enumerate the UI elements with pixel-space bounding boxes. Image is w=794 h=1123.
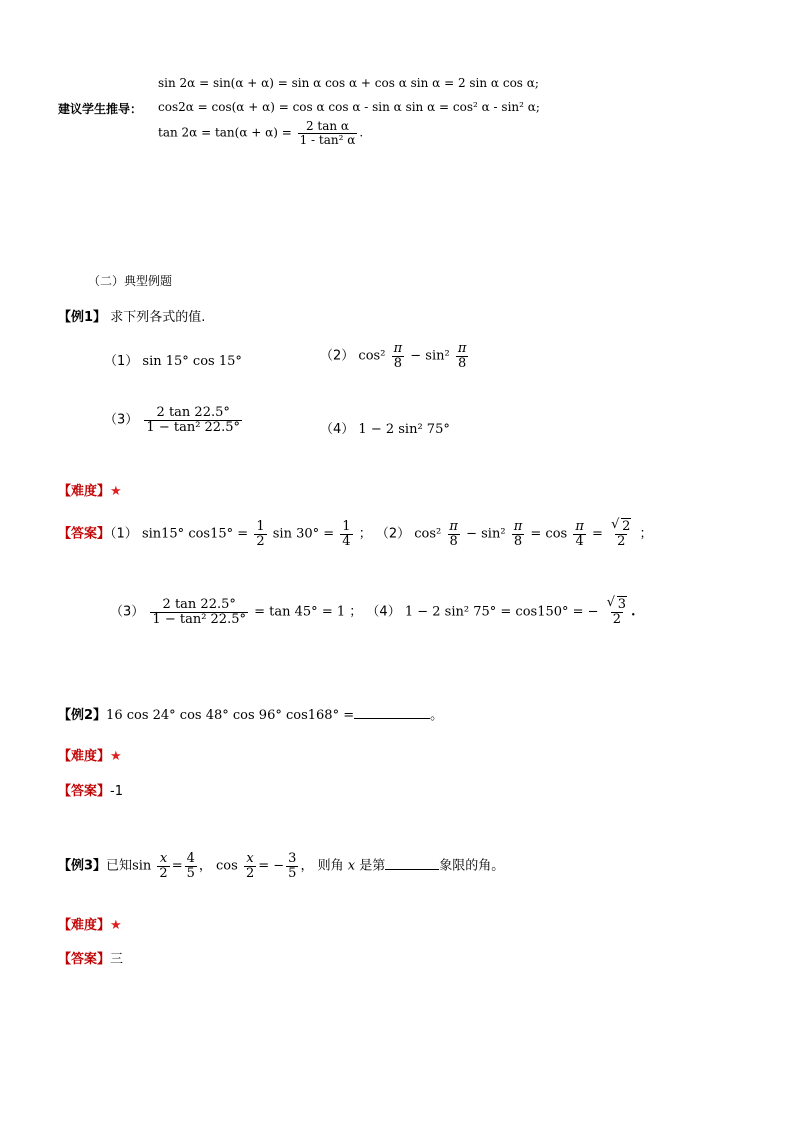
- answer-cos-sq: cos²: [414, 526, 442, 542]
- answer-label: 【答案】: [58, 784, 111, 799]
- fraction-numerator: π: [393, 341, 403, 356]
- fraction-denominator: 8: [449, 533, 458, 549]
- example1-item-3: [104, 406, 244, 434]
- example3-answer: [58, 948, 123, 967]
- example2-question: [58, 704, 443, 723]
- fraction-denominator: 1 − tan² 22.5°: [146, 419, 240, 435]
- fraction-denominator: 5: [186, 865, 195, 881]
- x-over-2-fraction: [157, 852, 169, 880]
- answer-sin-sq: − sin²: [466, 526, 506, 542]
- fraction-denominator: 2: [245, 865, 255, 881]
- star-icon: ★: [110, 484, 122, 499]
- fraction-numerator: 4: [186, 851, 195, 866]
- separator: ；: [639, 526, 653, 542]
- fraction-numerator: x: [246, 851, 254, 866]
- pi-over-8-fraction: [456, 342, 469, 370]
- item-expression: 1 − 2 sin² 75°: [358, 422, 450, 437]
- item-sin-sq: − sin²: [410, 348, 450, 364]
- star-icon: ★: [110, 749, 122, 764]
- fraction-numerator: 3: [288, 851, 297, 866]
- example3-label: 【例3】: [58, 858, 107, 874]
- pi-over-8-fraction: [392, 342, 405, 370]
- fraction-denominator: 2: [256, 533, 265, 549]
- example1-item-4: [320, 418, 450, 437]
- fraction-denominator: 1 - tan² α: [299, 132, 356, 147]
- equals: =: [171, 858, 183, 874]
- example3-difficulty: [58, 914, 122, 933]
- fraction-denominator: 4: [342, 533, 351, 549]
- fraction-numerator: [605, 595, 629, 612]
- fraction-numerator: 1: [256, 519, 265, 534]
- answer-blank: [354, 705, 430, 719]
- x-variable: x: [347, 858, 356, 874]
- fraction-denominator: 5: [288, 865, 297, 881]
- end-mark: 。: [430, 708, 444, 723]
- tan-fraction: [144, 406, 242, 434]
- item-number: （1）: [104, 354, 139, 369]
- item-number: （2）: [320, 348, 355, 364]
- answer-value: -1: [110, 784, 123, 799]
- example1-item-1: [104, 350, 242, 369]
- fraction-numerator: π: [513, 519, 523, 534]
- tail-text: 象限的角。: [439, 858, 505, 874]
- fraction-denominator: 2: [617, 533, 626, 549]
- comma: ，: [198, 858, 212, 874]
- sin-text: sin: [132, 858, 152, 874]
- fraction-numerator: [609, 517, 633, 534]
- fraction-numerator: π: [457, 341, 467, 356]
- answer-number: （1）: [110, 526, 138, 542]
- fraction-denominator: 2: [612, 611, 621, 627]
- item-cos-sq: cos²: [358, 348, 386, 364]
- fraction-numerator: 2 tan α: [305, 119, 350, 133]
- answer-expression: sin15° cos15° =: [141, 526, 249, 542]
- example3-question: [58, 852, 504, 880]
- derivation-line-3-fraction: [298, 120, 358, 146]
- answer-blank: [385, 856, 439, 870]
- answer-expression: = tan 45° = 1: [254, 604, 346, 620]
- example1-difficulty: [58, 480, 122, 499]
- pi-over-4-fraction: [573, 520, 586, 548]
- item-number: （4）: [320, 422, 355, 437]
- cos-text: cos: [216, 858, 238, 874]
- answer-equals: =: [592, 526, 608, 542]
- fraction-numerator: π: [449, 519, 458, 534]
- fraction-numerator: 2 tan 22.5°: [162, 597, 236, 612]
- separator: ；: [358, 526, 372, 542]
- fraction-numerator: 1: [342, 519, 351, 534]
- difficulty-label: 【难度】: [58, 484, 111, 499]
- fraction-denominator: 2: [159, 865, 168, 881]
- sqrt-symbol: √ 3: [606, 595, 626, 612]
- period: .: [630, 604, 636, 620]
- is-text: 是第: [359, 858, 386, 874]
- fraction-denominator: 8: [457, 355, 467, 371]
- quarter-fraction: [340, 520, 352, 548]
- answer-number: （3）: [110, 604, 145, 620]
- half-fraction: [254, 520, 266, 548]
- sqrt-symbol: √ 2: [611, 517, 631, 534]
- four-fifths-fraction: [185, 852, 197, 880]
- answer-expression: 1 − 2 sin² 75° = cos150° = −: [404, 604, 599, 620]
- fraction-denominator: 8: [513, 533, 523, 549]
- answer-cos: = cos: [530, 526, 568, 542]
- difficulty-label: 【难度】: [58, 749, 111, 764]
- example2-expression: 16 cos 24° cos 48° cos 96° cos168° =: [106, 708, 355, 723]
- example2-difficulty: [58, 745, 122, 764]
- section-title: （二）典型例题: [88, 274, 173, 288]
- derivation-line-2: cos2α = cos(α + α) = cos α cos α - sin α sin α = cos² α - sin² α;: [158, 100, 540, 114]
- example3-known: 已知: [106, 858, 133, 874]
- answer-value: 三: [110, 952, 124, 967]
- example1-heading: [58, 306, 205, 325]
- answer-label: 【答案】: [58, 526, 111, 542]
- tan-fraction: [150, 598, 248, 626]
- sqrt3-over-2-fraction: [605, 595, 629, 627]
- derivation-line-1: sin 2α = sin(α + α) = sin α cos α + cos α sin α = 2 sin α cos α;: [158, 76, 539, 90]
- fraction-denominator: 1 − tan² 22.5°: [152, 611, 246, 627]
- fraction-numerator: 2 tan 22.5°: [156, 405, 230, 420]
- fraction-denominator: 8: [393, 355, 402, 371]
- pi-over-8-fraction: [447, 520, 460, 548]
- example2-answer: [58, 780, 123, 799]
- sqrt2-over-2-fraction: [609, 517, 633, 549]
- example1-answer-line-1: [58, 517, 653, 549]
- item-number: （3）: [104, 412, 139, 428]
- pi-over-8-fraction: [512, 520, 525, 548]
- three-fifths-fraction: [286, 852, 298, 880]
- fraction-numerator: π: [575, 519, 584, 534]
- fraction-denominator: 4: [575, 533, 584, 549]
- example1-answer-line-2: [110, 595, 636, 627]
- example1-label: 【例1】: [58, 310, 107, 325]
- difficulty-label: 【难度】: [58, 918, 111, 933]
- answer-number: （2）: [375, 526, 411, 542]
- star-icon: ★: [110, 918, 122, 933]
- answer-label: 【答案】: [58, 952, 111, 967]
- equals-minus: = −: [258, 858, 285, 874]
- example1-prompt: 求下列各式的值.: [110, 310, 206, 325]
- answer-number: （4）: [366, 604, 401, 620]
- derivation-label: 建议学生推导：: [58, 102, 143, 116]
- answer-expression: sin 30° =: [272, 526, 335, 542]
- item-expression: sin 15° cos 15°: [142, 354, 242, 369]
- derivation-line-3-prefix: tan 2α = tan(α + α) =: [158, 125, 292, 140]
- example1-item-2: [320, 342, 470, 370]
- derivation-line-3-end: .: [359, 125, 364, 140]
- x-over-2-fraction: [244, 852, 256, 880]
- then-text: ， 则角: [300, 858, 344, 874]
- derivation-line-3: [158, 120, 363, 146]
- separator: ；: [349, 604, 363, 620]
- example2-label: 【例2】: [58, 708, 107, 723]
- fraction-numerator: x: [159, 851, 168, 866]
